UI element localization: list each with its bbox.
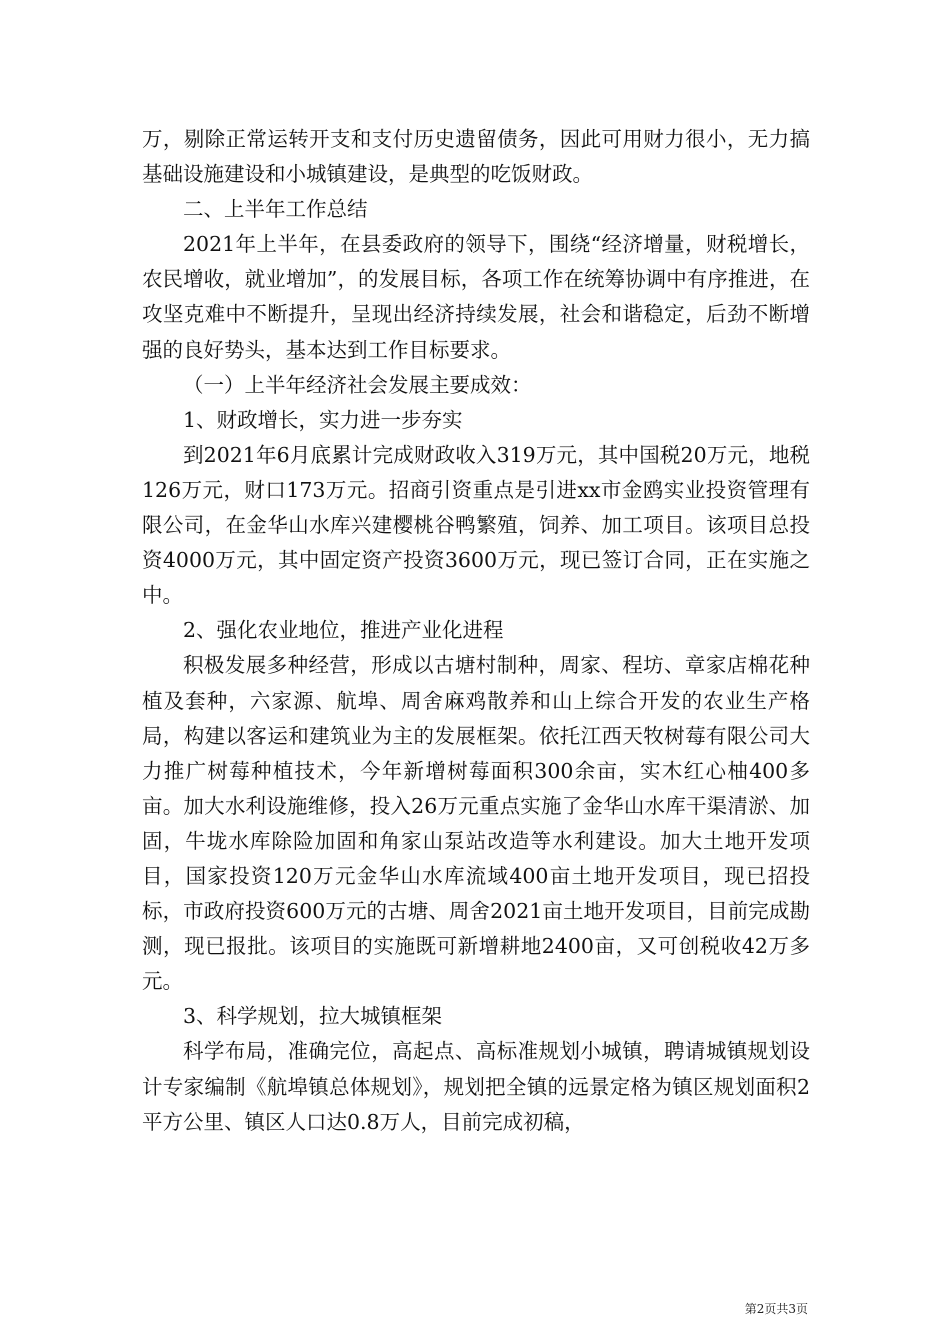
subsection-heading-achievements: （一）上半年经济社会发展主要成效： (183, 372, 532, 397)
paragraph-agriculture: 积极发展多种经营，形成以古塘村制种，周家、程坊、章家店棉花种植及套种，六家源、航埠、周舍麻鸡散养和山上综合开发的农业生产格局，构建以客运和建筑业为主的发展框架。依托江西天牧树莓有限公司大力推广树莓种植技术，今年新增树莓面积300余亩，实木红心柚400多亩。加大水利设施维修，投入26万元重点实施了金华山水库干渠清淤、加固，牛垅水库除险加固和角家山泵站改造等水利建设。加大土地开发项目，国家投资120万元金华山水库流域400亩土地开发项目，现已招投标，市政府投资600万元的古塘、周舍2021亩土地开发项目，目前完成勘测，现已报批。该项目的实施既可新增耕地2400亩，又可创税收42万多元。 (142, 653, 810, 994)
item-heading-agriculture: 2、强化农业地位，推进产业化进程 (183, 618, 504, 643)
paragraph-finance: 到2021年6月底累计完成财政收入319万元，其中国税20万元，地税126万元，财口173万元。招商引资重点是引进xx市金鸥实业投资管理有限公司，在金华山水库兴建樱桃谷鸭繁殖，饲养、加工项目。该项目总投资4000万元，其中固定资产投资3600万元，现已签订合同，正在实施之中。 (142, 442, 810, 608)
paragraph-planning: 科学布局，准确完位，高起点、高标准规划小城镇，聘请城镇规划设计专家编制《航埠镇总体规划》，规划把全镇的远景定格为镇区规划面积2平方公里、镇区人口达0.8万人，目前完成初稿， (142, 1039, 810, 1134)
section-heading-summary: 二、上半年工作总结 (183, 197, 368, 222)
item-heading-finance: 1、财政增长，实力进一步夯实 (183, 407, 463, 432)
item-heading-planning: 3、科学规划，拉大城镇框架 (183, 1004, 443, 1029)
paragraph-overview: 2021年上半年，在县委政府的领导下，围绕“经济增量，财税增长，农民增收，就业增加”，的发展目标，各项工作在统筹协调中有序推进，在攻坚克难中不断提升，呈现出经济持续发展，社会和谐稳定，后劲不断增强的良好势头，基本达到工作目标要求。 (142, 232, 810, 362)
document-body (142, 122, 810, 1140)
page-number-footer: 第2页共3页 (744, 1302, 808, 1316)
paragraph-continuation: 万，剔除正常运转开支和支付历史遗留债务，因此可用财力很小，无力搞基础设施建设和小城镇建设，是典型的吃饭财政。 (142, 127, 810, 187)
